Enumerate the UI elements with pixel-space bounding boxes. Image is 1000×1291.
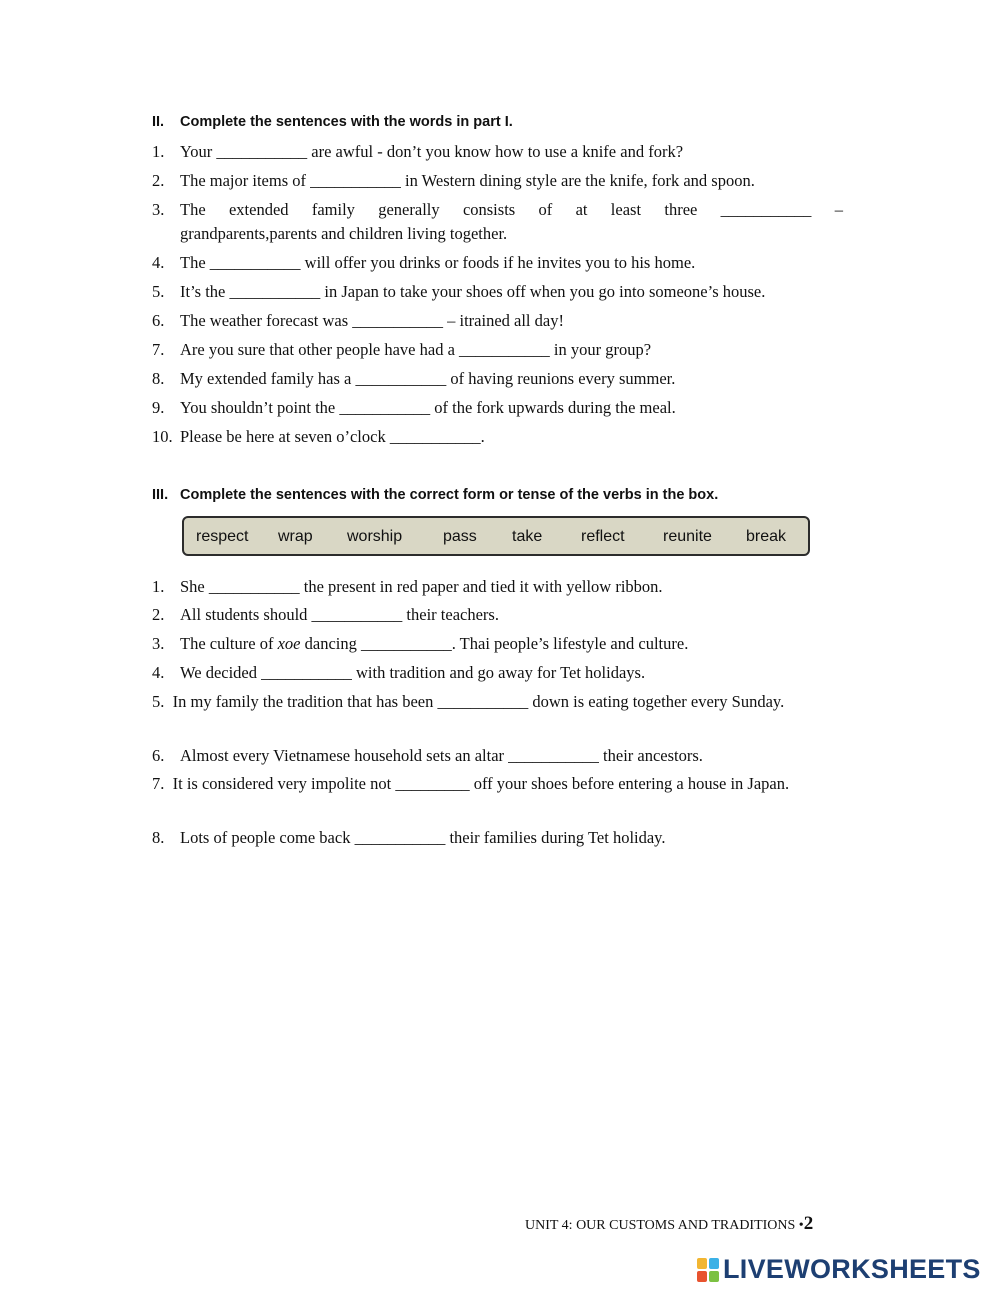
exercise-2-item-8 [152,367,843,391]
item-number: 2. [152,605,165,624]
word-box-word: wrap [278,528,313,545]
item-text: She ___________ the present in red paper and tied it with yellow ribbon. [180,577,663,596]
item-number: 1. [152,142,165,161]
item-text: Lots of people come back ___________ their families during Tet holiday. [180,828,666,847]
item-text: Are you sure that other people have had a ___________ in your group? [180,340,652,359]
item-number: 6. [152,746,165,765]
page-number: 2 [803,1213,814,1234]
section-2-roman: II. [152,114,165,130]
item-text: In my family the tradition that has been ___________ down is eating together every Sunday. [172,692,785,711]
item-text: The ___________ will offer you drinks or foods if he invites you to his home. [180,253,696,272]
item-text: It is considered very impolite not _________ off your shoes before entering a house in Japan. [172,774,790,793]
item-text: Please be here at seven o’clock ___________. [180,427,485,446]
section-2-title [152,114,513,130]
section-3-title-text: Complete the sentences with the correct form or tense of the verbs in the box. [180,487,719,503]
item-number: 8. [152,369,165,388]
word-box-word: worship [347,528,403,545]
exercise-2-item-7 [152,338,843,362]
word-box-word: break [746,528,787,545]
exercise-3-item-6 [152,744,843,768]
word-box [182,516,810,556]
item-text-line-1: The extended family generally consists of at least three ___________ – [180,200,843,219]
exercise-2-item-3 [152,198,843,246]
item-number: 7. [152,774,165,793]
item-number: 6. [152,311,165,330]
item-text: Almost every Vietnamese household sets an altar ___________ their ancestors. [180,746,703,765]
item-number: 4. [152,253,165,272]
item-text: All students should ___________ their teachers. [180,605,499,624]
item-text: The major items of ___________ in Western dining style are the knife, fork and spoon. [180,171,755,190]
footer-unit: UNIT 4: OUR CUSTOMS AND TRADITIONS • [525,1218,804,1233]
exercise-2-item-10 [152,425,843,449]
word-box-word: pass [443,528,477,545]
item-number: 4. [152,663,165,682]
item-text: You shouldn’t point the ___________ of the fork upwards during the meal. [180,398,676,417]
item-number: 8. [152,828,165,847]
word-box-word: respect [196,528,249,545]
item-text: It’s the ___________ in Japan to take your shoes off when you go into someone’s house. [180,282,766,301]
item-text-pre: The culture of [180,634,278,653]
logo-tiles-icon [697,1258,719,1282]
exercise-2-item-4 [152,251,843,275]
section-3-roman: III. [152,487,169,503]
item-number: 2. [152,171,165,190]
word-box-word: reunite [663,528,712,545]
exercise-3-item-4 [152,661,843,685]
section-2-title-text: Complete the sentences with the words in part I. [180,114,513,130]
exercise-3-item-5 [152,690,843,714]
item-number: 10. [152,427,173,446]
exercise-3-item-3 [152,632,843,656]
exercise-2-item-9 [152,396,843,420]
section-3-title [152,487,718,503]
page-footer [525,1213,813,1235]
exercise-3-item-2 [152,603,843,627]
item-number: 3. [152,634,165,653]
item-number: 9. [152,398,165,417]
item-text-line-2: grandparents,parents and children living together. [180,224,508,243]
exercise-3-item-1 [152,575,843,599]
word-box-word: reflect [581,528,625,545]
item-number: 3. [152,200,165,219]
exercise-2-item-1 [152,140,843,164]
exercise-2-item-2 [152,169,843,193]
exercise-2-item-5 [152,280,843,304]
exercise-3-item-8 [152,826,843,850]
item-text-post: dancing ___________. Thai people’s lifestyle and culture. [300,634,689,653]
item-number: 5. [152,282,165,301]
item-text: My extended family has a ___________ of having reunions every summer. [180,369,676,388]
word-box-word: take [512,528,543,545]
item-number: 5. [152,692,165,711]
item-text-italic: xoe [277,634,301,653]
item-number: 7. [152,340,165,359]
item-text: We decided ___________ with tradition and go away for Tet holidays. [180,663,646,682]
item-text: Your ___________ are awful - don’t you know how to use a knife and fork? [180,142,684,161]
item-number: 1. [152,577,165,596]
brand-name: LIVEWORKSHEETS [723,1254,981,1284]
item-text: The weather forecast was ___________ – itrained all day! [180,311,564,330]
exercise-3-item-7 [152,772,843,796]
exercise-2-item-6 [152,309,843,333]
